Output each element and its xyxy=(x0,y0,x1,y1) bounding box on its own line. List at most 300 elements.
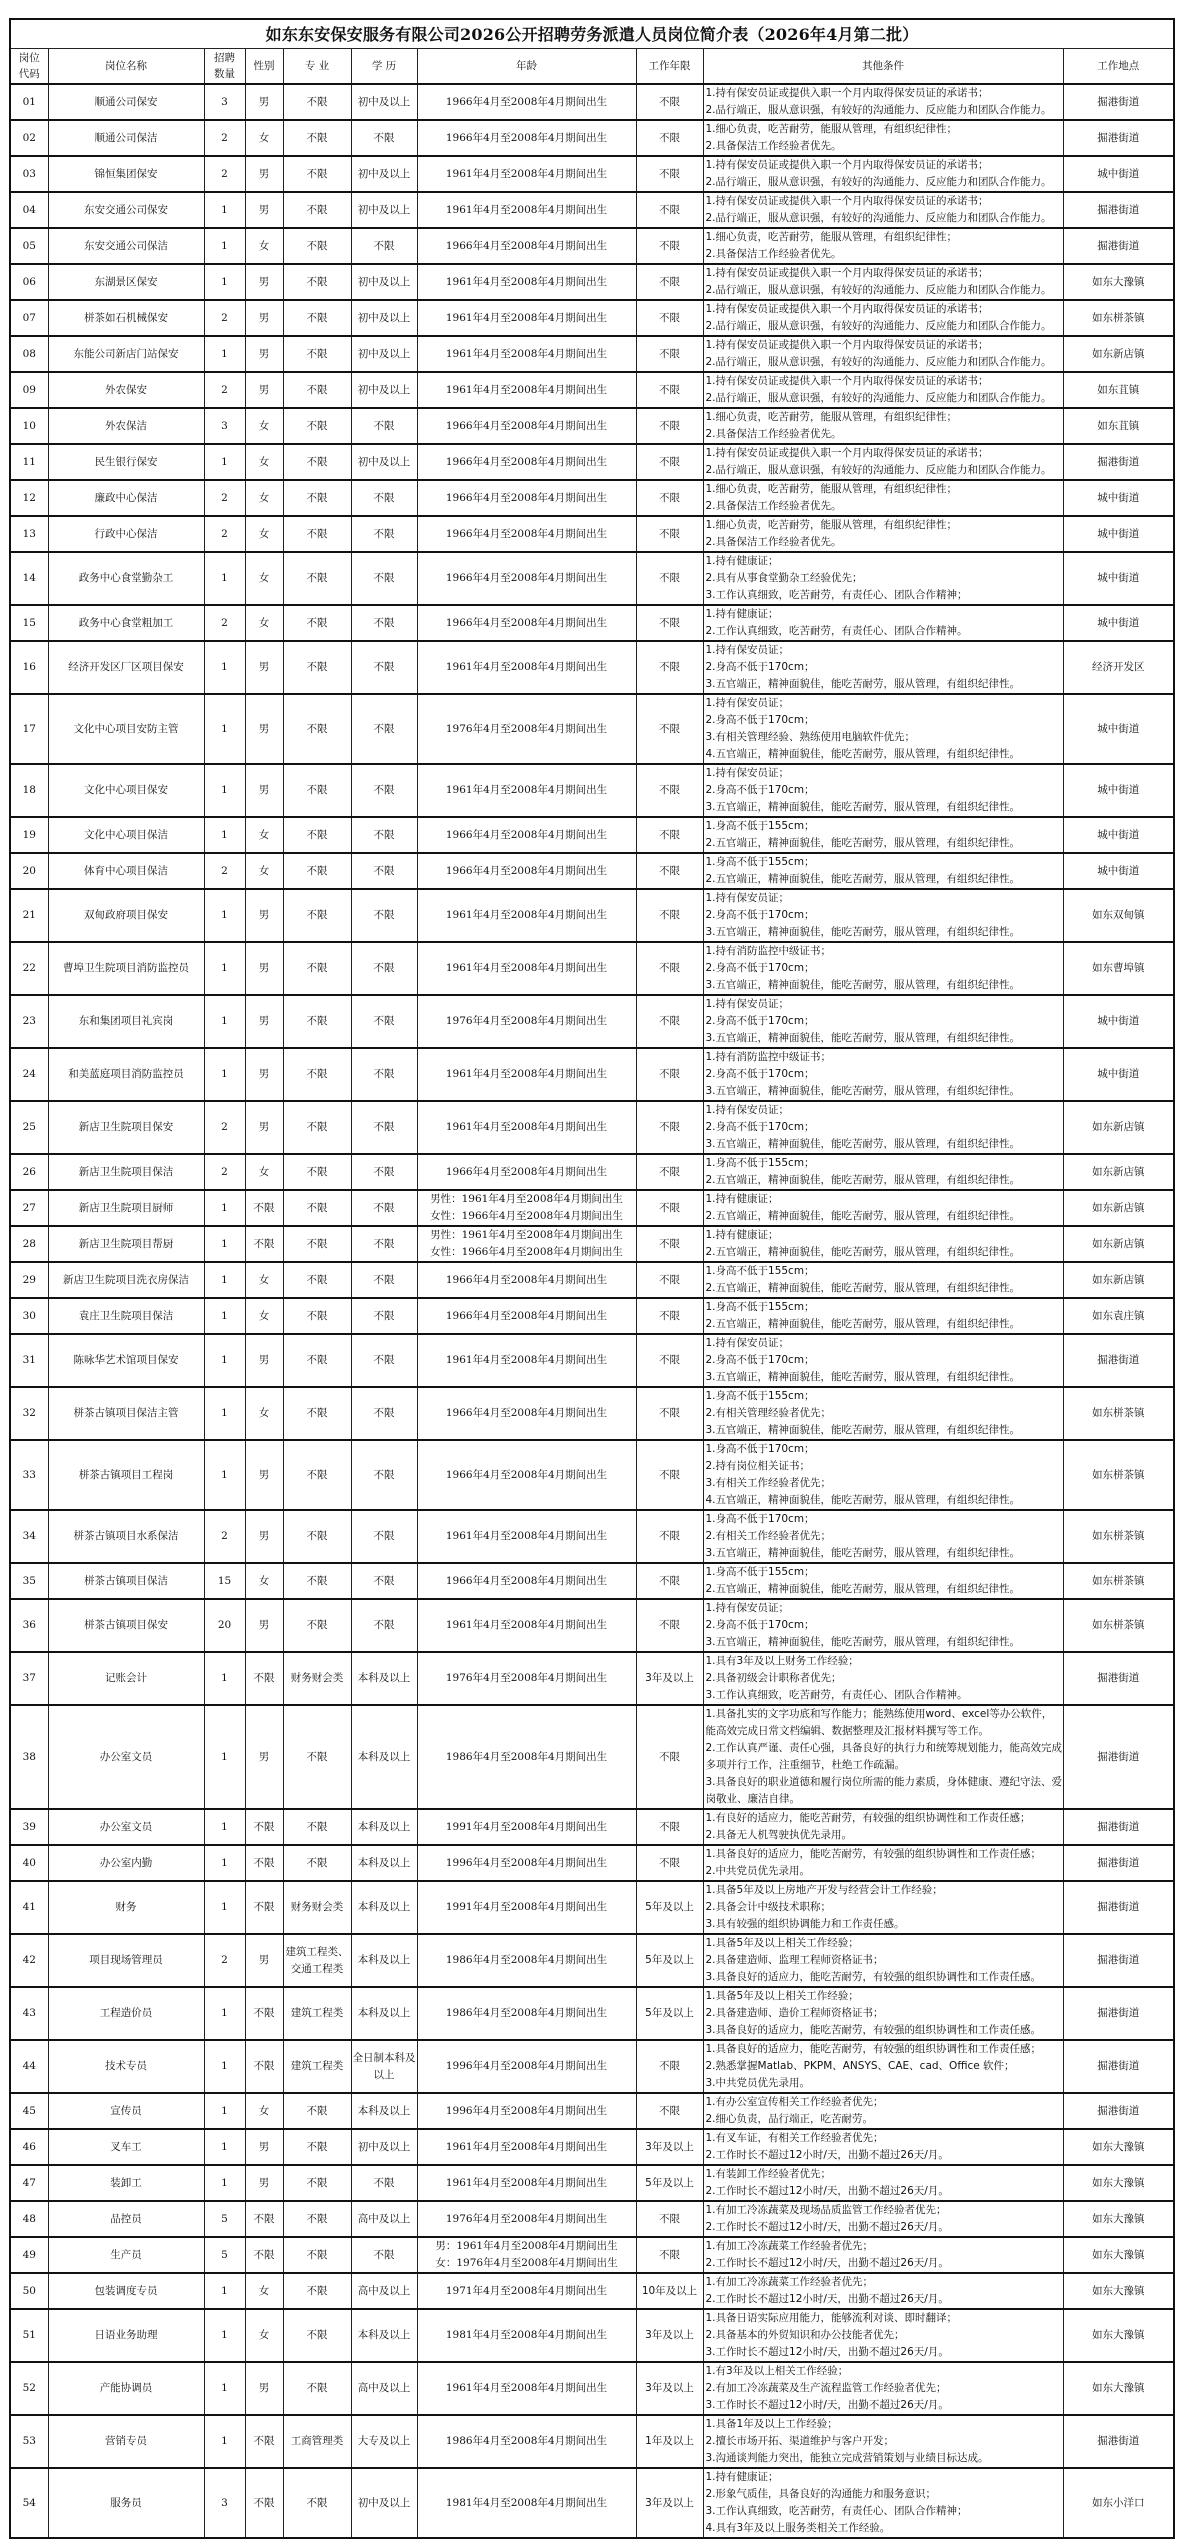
age-requirement-cell xyxy=(417,1262,636,1298)
position-name-cell: 文化中心项目安防主管 xyxy=(48,694,204,764)
age-requirement-line: 1986年4月至2008年4月期间出生 xyxy=(445,2435,608,2447)
other-conditions-line: 4.五官端正，精神面貌佳，能吃苦耐劳，服从管理，有组织纪律性。 xyxy=(705,748,1021,760)
position-code-cell: 03 xyxy=(10,156,48,192)
other-conditions-line: 2.具备建造师、监理工程师资格证书； xyxy=(705,1954,884,1966)
position-code-cell: 06 xyxy=(10,264,48,300)
table-row xyxy=(10,264,1174,300)
age-requirement-cell xyxy=(417,444,636,480)
other-conditions-line: 1.有加工冷冻蔬菜工作经验者优先； xyxy=(705,2240,874,2252)
work-years-cell: 不限 xyxy=(636,1440,703,1510)
position-name-cell: 外农保洁 xyxy=(48,408,204,444)
other-conditions-cell xyxy=(703,995,1063,1048)
other-conditions-line: 2.具备基本的外贸知识和办公技能者优先； xyxy=(705,2329,905,2341)
gender-cell: 不限 xyxy=(245,2201,283,2237)
age-requirement-cell xyxy=(417,2201,636,2237)
table-row xyxy=(10,228,1174,264)
age-requirement-cell xyxy=(417,2165,636,2201)
recruit-count-cell: 2 xyxy=(204,605,245,641)
recruit-count-cell: 1 xyxy=(204,2415,245,2468)
header-count-line: 数量 xyxy=(214,68,235,80)
recruit-count-cell: 1 xyxy=(204,2362,245,2415)
other-conditions-cell xyxy=(703,817,1063,853)
gender-cell: 男 xyxy=(245,2129,283,2165)
position-name-cell: 栟茶古镇项目水系保洁 xyxy=(48,1510,204,1563)
work-location-cell: 如东新店镇 xyxy=(1063,1190,1174,1226)
work-years-cell: 不限 xyxy=(636,641,703,694)
age-requirement-line: 1966年4月至2008年4月期间出生 xyxy=(445,131,608,144)
other-conditions-cell xyxy=(703,1809,1063,1845)
table-row xyxy=(10,995,1174,1048)
major-cell: 不限 xyxy=(283,889,351,942)
position-name-cell: 技术专员 xyxy=(48,2040,204,2093)
position-name-cell: 文化中心项目保洁 xyxy=(48,817,204,853)
work-location-cell: 掘港街道 xyxy=(1063,1809,1174,1845)
gender-cell: 女 xyxy=(245,2093,283,2129)
gender-cell: 女 xyxy=(245,1154,283,1190)
position-name-cell: 锦恒集团保安 xyxy=(48,156,204,192)
table-row xyxy=(10,1845,1174,1881)
other-conditions-line: 2.具备保洁工作经验者优先。 xyxy=(705,140,842,152)
education-cell: 大专及以上 xyxy=(351,2415,417,2468)
age-requirement-cell xyxy=(417,2093,636,2129)
other-conditions-line: 3.工作认真细致，吃苦耐劳，有责任心、团队合作精神； xyxy=(705,589,968,601)
other-conditions-line: 3.沟通谈判能力突出，能独立完成营销策划与业绩目标达成。 xyxy=(705,2452,989,2464)
major-cell: 不限 xyxy=(283,228,351,264)
major-cell: 建筑工程类 xyxy=(283,1987,351,2040)
other-conditions-cell xyxy=(703,1298,1063,1334)
age-requirement-cell xyxy=(417,2273,636,2309)
table-row xyxy=(10,336,1174,372)
education-cell: 本科及以上 xyxy=(351,1652,417,1705)
age-requirement-cell xyxy=(417,480,636,516)
age-requirement-line: 1976年4月至2008年4月期间出生 xyxy=(445,1015,608,1027)
age-requirement-line: 1961年4月至2008年4月期间出生 xyxy=(445,1068,608,1080)
other-conditions-line: 3.具有较强的组织协调能力和工作责任感。 xyxy=(705,1918,905,1930)
header-education: 学 历 xyxy=(351,49,417,85)
other-conditions-line: 1.持有保安员证； xyxy=(705,1104,790,1116)
major-cell: 不限 xyxy=(283,641,351,694)
education-cell: 不限 xyxy=(351,942,417,995)
other-conditions-cell xyxy=(703,1387,1063,1440)
age-requirement-line: 1961年4月至2008年4月期间出生 xyxy=(445,962,608,974)
position-code-cell: 09 xyxy=(10,372,48,408)
age-requirement-line: 男性：1961年4月至2008年4月期间出生 xyxy=(430,1229,623,1241)
position-name-cell: 栟茶古镇项目保洁 xyxy=(48,1563,204,1599)
position-code-cell: 51 xyxy=(10,2309,48,2362)
other-conditions-cell xyxy=(703,1845,1063,1881)
work-years-cell: 不限 xyxy=(636,336,703,372)
other-conditions-line: 1.持有保安员证或提供入职一个月内取得保安员证的承诺书； xyxy=(705,375,989,387)
other-conditions-cell xyxy=(703,1652,1063,1705)
position-name-cell: 品控员 xyxy=(48,2201,204,2237)
major-cell: 不限 xyxy=(283,942,351,995)
work-location-cell: 如东新店镇 xyxy=(1063,336,1174,372)
gender-cell: 不限 xyxy=(245,1845,283,1881)
other-conditions-line: 1.具备5年及以上相关工作经验； xyxy=(705,1990,859,2002)
gender-cell: 女 xyxy=(245,120,283,156)
work-years-cell: 不限 xyxy=(636,408,703,444)
education-cell: 高中及以上 xyxy=(351,2201,417,2237)
age-requirement-cell xyxy=(417,1987,636,2040)
work-location-cell: 如东栟茶镇 xyxy=(1063,300,1174,336)
work-location-cell: 城中街道 xyxy=(1063,516,1174,552)
position-name-cell: 营销专员 xyxy=(48,2415,204,2468)
position-code-cell: 12 xyxy=(10,480,48,516)
major-cell: 不限 xyxy=(283,1510,351,1563)
age-requirement-line: 1966年4月至2008年4月期间出生 xyxy=(445,572,608,584)
other-conditions-line: 2.品行端正，服从意识强，有较好的沟通能力、反应能力和团队合作能力。 xyxy=(705,104,1052,116)
position-name-cell: 双甸政府项目保安 xyxy=(48,889,204,942)
other-conditions-line: 1.身高不低于155cm； xyxy=(705,1157,815,1169)
position-name-cell: 办公室内勤 xyxy=(48,1845,204,1881)
position-code-cell: 02 xyxy=(10,120,48,156)
major-cell: 不限 xyxy=(283,1262,351,1298)
position-name-cell: 包装调度专员 xyxy=(48,2273,204,2309)
other-conditions-cell xyxy=(703,408,1063,444)
major-cell: 不限 xyxy=(283,120,351,156)
position-name-cell: 东和集团项目礼宾岗 xyxy=(48,995,204,1048)
other-conditions-line: 2.细心负责，品行端正，吃苦耐劳。 xyxy=(705,2113,874,2125)
age-requirement-line: 1966年4月至2008年4月期间出生 xyxy=(445,1468,608,1481)
other-conditions-cell xyxy=(703,2093,1063,2129)
other-conditions-cell xyxy=(703,2362,1063,2415)
age-requirement-line: 1966年4月至2008年4月期间出生 xyxy=(445,1309,608,1322)
age-requirement-cell xyxy=(417,1510,636,1563)
work-years-cell: 5年及以上 xyxy=(636,1934,703,1987)
table-title: 如东东安保安服务有限公司2026公开招聘劳务派遣人员岗位简介表（2026年4月第二批） xyxy=(10,19,1174,49)
education-cell: 不限 xyxy=(351,853,417,889)
work-years-cell: 不限 xyxy=(636,1048,703,1101)
age-requirement-cell xyxy=(417,1881,636,1934)
recruit-count-cell: 1 xyxy=(204,1334,245,1387)
other-conditions-line: 1.细心负责，吃苦耐劳，能服从管理，有组织纪律性； xyxy=(705,411,958,423)
header-location: 工作地点 xyxy=(1063,49,1174,85)
age-requirement-line: 1961年4月至2008年4月期间出生 xyxy=(445,383,608,396)
other-conditions-cell xyxy=(703,2237,1063,2273)
work-years-cell: 不限 xyxy=(636,1599,703,1652)
gender-cell: 女 xyxy=(245,2273,283,2309)
header-name: 岗位名称 xyxy=(48,49,204,85)
work-years-cell: 不限 xyxy=(636,995,703,1048)
recruit-count-cell: 1 xyxy=(204,2309,245,2362)
major-cell: 不限 xyxy=(283,1334,351,1387)
other-conditions-cell xyxy=(703,2468,1063,2538)
gender-cell: 男 xyxy=(245,2362,283,2415)
age-requirement-line: 1961年4月至2008年4月期间出生 xyxy=(445,909,608,921)
work-location-cell: 如东袁庄镇 xyxy=(1063,1298,1174,1334)
age-requirement-line: 1966年4月至2008年4月期间出生 xyxy=(445,239,608,252)
other-conditions-line: 3.有相关管理经验、熟练使用电脑软件优先； xyxy=(705,731,916,743)
age-requirement-line: 1966年4月至2008年4月期间出生 xyxy=(445,1273,608,1286)
gender-cell: 女 xyxy=(245,1387,283,1440)
position-name-cell: 装卸工 xyxy=(48,2165,204,2201)
age-requirement-line: 1996年4月至2008年4月期间出生 xyxy=(445,1856,608,1869)
position-code-cell: 08 xyxy=(10,336,48,372)
gender-cell: 男 xyxy=(245,942,283,995)
job-table-container xyxy=(9,18,1173,2539)
other-conditions-cell xyxy=(703,1262,1063,1298)
table-row xyxy=(10,2040,1174,2093)
other-conditions-line: 2.形象气质佳，具备良好的沟通能力和服务意识； xyxy=(705,2488,937,2500)
other-conditions-line: 2.具备初级会计职称者优先； xyxy=(705,1672,842,1684)
other-conditions-line: 2.身高不低于170cm； xyxy=(705,1619,815,1631)
education-cell: 不限 xyxy=(351,605,417,641)
work-years-cell: 5年及以上 xyxy=(636,1987,703,2040)
age-requirement-cell xyxy=(417,1387,636,1440)
other-conditions-cell xyxy=(703,228,1063,264)
other-conditions-line: 2.品行端正，服从意识强，有较好的沟通能力、反应能力和团队合作能力。 xyxy=(705,320,1052,332)
education-cell: 不限 xyxy=(351,1334,417,1387)
age-requirement-line: 1961年4月至2008年4月期间出生 xyxy=(445,2176,608,2189)
age-requirement-cell xyxy=(417,1101,636,1154)
education-cell: 初中及以上 xyxy=(351,192,417,228)
age-requirement-cell xyxy=(417,120,636,156)
work-location-cell: 如东栟茶镇 xyxy=(1063,1599,1174,1652)
table-row xyxy=(10,192,1174,228)
position-code-cell: 13 xyxy=(10,516,48,552)
other-conditions-cell xyxy=(703,444,1063,480)
other-conditions-line: 3.五官端正，精神面貌佳，能吃苦耐劳，服从管理，有组织纪律性。 xyxy=(705,678,1021,690)
other-conditions-cell xyxy=(703,605,1063,641)
other-conditions-cell xyxy=(703,1226,1063,1262)
other-conditions-line: 3.五官端正，精神面貌佳，能吃苦耐劳，服从管理，有组织纪律性。 xyxy=(705,926,1021,938)
position-code-cell: 26 xyxy=(10,1154,48,1190)
recruit-count-cell: 1 xyxy=(204,1298,245,1334)
work-location-cell: 如东新店镇 xyxy=(1063,1101,1174,1154)
position-name-cell: 财务 xyxy=(48,1881,204,1934)
other-conditions-line: 3.具备良好的适应力，能吃苦耐劳，有较强的组织协调性和工作责任感。 xyxy=(705,1971,1042,1983)
other-conditions-line: 1.持有保安员证或提供入职一个月内取得保安员证的承诺书； xyxy=(705,447,989,459)
major-cell: 不限 xyxy=(283,1563,351,1599)
work-location-cell: 城中街道 xyxy=(1063,694,1174,764)
education-cell: 初中及以上 xyxy=(351,372,417,408)
age-requirement-cell xyxy=(417,552,636,605)
work-location-cell: 如东大豫镇 xyxy=(1063,2309,1174,2362)
recruit-count-cell: 3 xyxy=(204,2468,245,2538)
other-conditions-cell xyxy=(703,120,1063,156)
other-conditions-cell xyxy=(703,1334,1063,1387)
major-cell: 不限 xyxy=(283,516,351,552)
other-conditions-line: 2.擅长市场开拓、渠道维护与客户开发； xyxy=(705,2435,895,2447)
age-requirement-line: 1961年4月至2008年4月期间出生 xyxy=(445,203,608,216)
table-row xyxy=(10,2201,1174,2237)
table-row xyxy=(10,764,1174,817)
other-conditions-cell xyxy=(703,264,1063,300)
education-cell: 不限 xyxy=(351,1387,417,1440)
other-conditions-line: 1.具备5年及以上房地产开发与经营会计工作经验； xyxy=(705,1884,943,1896)
other-conditions-line: 2.工作时长不超过12小时/天，出勤不超过26天/月。 xyxy=(705,2257,949,2269)
position-code-cell: 54 xyxy=(10,2468,48,2538)
work-location-cell: 掘港街道 xyxy=(1063,120,1174,156)
position-name-cell: 宣传员 xyxy=(48,2093,204,2129)
work-years-cell: 不限 xyxy=(636,1705,703,1809)
work-location-cell: 如东大豫镇 xyxy=(1063,2362,1174,2415)
other-conditions-cell xyxy=(703,300,1063,336)
position-name-cell: 项目现场管理员 xyxy=(48,1934,204,1987)
table-row xyxy=(10,1881,1174,1934)
other-conditions-line: 4.具有3年及以上服务类相关工作经验。 xyxy=(705,2522,891,2534)
other-conditions-line: 1.持有健康证； xyxy=(705,1229,779,1241)
education-cell: 不限 xyxy=(351,995,417,1048)
other-conditions-line: 2.品行端正，服从意识强，有较好的沟通能力、反应能力和团队合作能力。 xyxy=(705,284,1052,296)
other-conditions-line: 3.五官端正，精神面貌佳，能吃苦耐劳，服从管理，有组织纪律性。 xyxy=(705,1424,1021,1436)
education-cell: 不限 xyxy=(351,408,417,444)
other-conditions-line: 1.具备1年及以上工作经验； xyxy=(705,2418,838,2430)
gender-cell: 不限 xyxy=(245,1809,283,1845)
education-cell: 不限 xyxy=(351,694,417,764)
work-location-cell: 如东栟茶镇 xyxy=(1063,1440,1174,1510)
position-name-cell: 新店卫生院项目洗衣房保洁 xyxy=(48,1262,204,1298)
other-conditions-line: 1.身高不低于170cm； xyxy=(705,1513,815,1525)
work-years-cell: 不限 xyxy=(636,694,703,764)
work-location-cell: 如东曹埠镇 xyxy=(1063,942,1174,995)
table-row xyxy=(10,1440,1174,1510)
recruit-count-cell: 3 xyxy=(204,408,245,444)
other-conditions-line: 1.身高不低于155cm； xyxy=(705,1265,815,1277)
gender-cell: 男 xyxy=(245,156,283,192)
work-years-cell: 不限 xyxy=(636,942,703,995)
table-row xyxy=(10,2415,1174,2468)
work-years-cell: 不限 xyxy=(636,1262,703,1298)
work-years-cell: 不限 xyxy=(636,1298,703,1334)
major-cell: 不限 xyxy=(283,1599,351,1652)
other-conditions-line: 3.工作认真细致，吃苦耐劳，有责任心、团队合作精神。 xyxy=(705,1689,968,1701)
gender-cell: 女 xyxy=(245,1298,283,1334)
other-conditions-cell xyxy=(703,1705,1063,1809)
work-location-cell: 如东大豫镇 xyxy=(1063,264,1174,300)
table-row xyxy=(10,853,1174,889)
header-code xyxy=(10,49,48,85)
table-row xyxy=(10,480,1174,516)
gender-cell: 不限 xyxy=(245,1881,283,1934)
age-requirement-line: 1966年4月至2008年4月期间出生 xyxy=(445,1407,608,1419)
header-gender: 性别 xyxy=(245,49,283,85)
position-code-cell: 10 xyxy=(10,408,48,444)
work-years-cell: 不限 xyxy=(636,84,703,120)
major-cell: 不限 xyxy=(283,264,351,300)
other-conditions-line: 3.有相关工作经验者优先； xyxy=(705,1477,832,1489)
age-requirement-line: 1961年4月至2008年4月期间出生 xyxy=(445,1619,608,1631)
age-requirement-line: 1961年4月至2008年4月期间出生 xyxy=(445,661,608,673)
age-requirement-cell xyxy=(417,372,636,408)
other-conditions-line: 2.中共党员优先录用。 xyxy=(705,1865,811,1877)
age-requirement-line: 女性：1966年4月至2008年4月期间出生 xyxy=(430,1210,623,1222)
work-location-cell: 掘港街道 xyxy=(1063,1652,1174,1705)
age-requirement-line: 1991年4月至2008年4月期间出生 xyxy=(445,1901,608,1913)
recruit-count-cell: 1 xyxy=(204,2093,245,2129)
position-name-cell: 行政中心保洁 xyxy=(48,516,204,552)
major-cell: 不限 xyxy=(283,300,351,336)
recruit-count-cell: 1 xyxy=(204,2165,245,2201)
work-years-cell: 不限 xyxy=(636,1334,703,1387)
other-conditions-line: 3.五官端正，精神面貌佳，能吃苦耐劳，服从管理，有组织纪律性。 xyxy=(705,1085,1021,1097)
work-location-cell: 如东大豫镇 xyxy=(1063,2165,1174,2201)
education-cell: 不限 xyxy=(351,2165,417,2201)
gender-cell: 女 xyxy=(245,605,283,641)
position-code-cell: 52 xyxy=(10,2362,48,2415)
work-years-cell: 不限 xyxy=(636,853,703,889)
position-name-cell: 新店卫生院项目保洁 xyxy=(48,1154,204,1190)
education-cell: 初中及以上 xyxy=(351,264,417,300)
age-requirement-line: 男性：1961年4月至2008年4月期间出生 xyxy=(430,1193,623,1205)
gender-cell: 不限 xyxy=(245,2415,283,2468)
work-location-cell: 掘港街道 xyxy=(1063,192,1174,228)
position-name-cell: 办公室文员 xyxy=(48,1705,204,1809)
position-code-cell: 53 xyxy=(10,2415,48,2468)
gender-cell: 男 xyxy=(245,264,283,300)
work-location-cell: 如东苴镇 xyxy=(1063,408,1174,444)
other-conditions-line: 2.品行端正，服从意识强，有较好的沟通能力、反应能力和团队合作能力。 xyxy=(705,176,1052,188)
major-cell: 不限 xyxy=(283,2129,351,2165)
recruit-count-cell: 5 xyxy=(204,2237,245,2273)
major-cell: 不限 xyxy=(283,552,351,605)
recruit-count-cell: 2 xyxy=(204,480,245,516)
gender-cell: 女 xyxy=(245,480,283,516)
work-location-cell: 掘港街道 xyxy=(1063,84,1174,120)
recruit-count-cell: 2 xyxy=(204,516,245,552)
position-code-cell: 21 xyxy=(10,889,48,942)
table-row xyxy=(10,2093,1174,2129)
major-cell: 不限 xyxy=(283,694,351,764)
work-location-cell: 如东栟茶镇 xyxy=(1063,1387,1174,1440)
work-location-cell: 如东栟茶镇 xyxy=(1063,1510,1174,1563)
other-conditions-line: 2.身高不低于170cm； xyxy=(705,962,815,974)
other-conditions-line: 3.五官端正，精神面貌佳，能吃苦耐劳，服从管理，有组织纪律性。 xyxy=(705,979,1021,991)
work-years-cell: 不限 xyxy=(636,764,703,817)
recruit-count-cell: 15 xyxy=(204,1563,245,1599)
age-requirement-cell xyxy=(417,336,636,372)
age-requirement-cell xyxy=(417,2040,636,2093)
work-years-cell: 不限 xyxy=(636,2237,703,2273)
age-requirement-line: 1961年4月至2008年4月期间出生 xyxy=(445,2140,608,2153)
other-conditions-line: 1.身高不低于170cm； xyxy=(705,1443,815,1455)
position-code-cell: 07 xyxy=(10,300,48,336)
other-conditions-line: 2.工作时长不超过12小时/天，出勤不超过26天/月。 xyxy=(705,2221,949,2233)
other-conditions-cell xyxy=(703,1563,1063,1599)
other-conditions-line: 3.中共党员优先录用。 xyxy=(705,2077,811,2089)
table-row xyxy=(10,2165,1174,2201)
recruit-count-cell: 1 xyxy=(204,228,245,264)
other-conditions-line: 2.五官端正，精神面貌佳，能吃苦耐劳，服从管理，有组织纪律性。 xyxy=(705,1246,1021,1258)
other-conditions-line: 2.身高不低于170cm； xyxy=(705,1354,815,1366)
other-conditions-line: 2.具备建造师、造价工程师资格证书； xyxy=(705,2007,884,2019)
work-location-cell: 城中街道 xyxy=(1063,1048,1174,1101)
education-cell: 不限 xyxy=(351,228,417,264)
work-location-cell: 如东大豫镇 xyxy=(1063,2129,1174,2165)
other-conditions-line: 2.工作时长不超过12小时/天，出勤不超过26天/月。 xyxy=(705,2149,949,2161)
other-conditions-cell xyxy=(703,764,1063,817)
work-location-cell: 城中街道 xyxy=(1063,156,1174,192)
other-conditions-cell xyxy=(703,2129,1063,2165)
position-name-cell: 民生银行保安 xyxy=(48,444,204,480)
gender-cell: 男 xyxy=(245,995,283,1048)
other-conditions-line: 1.身高不低于155cm； xyxy=(705,1566,815,1578)
other-conditions-line: 3.五官端正，精神面貌佳，能吃苦耐劳，服从管理，有组织纪律性。 xyxy=(705,1138,1021,1150)
other-conditions-line: 2.工作时长不超过12小时/天，出勤不超过26天/月。 xyxy=(705,2185,949,2197)
age-requirement-cell xyxy=(417,2468,636,2538)
recruit-count-cell: 1 xyxy=(204,192,245,228)
age-requirement-line: 1961年4月至2008年4月期间出生 xyxy=(445,347,608,360)
major-cell: 不限 xyxy=(283,84,351,120)
work-years-cell: 不限 xyxy=(636,889,703,942)
position-name-cell: 顺通公司保洁 xyxy=(48,120,204,156)
work-years-cell: 不限 xyxy=(636,480,703,516)
table-row xyxy=(10,1510,1174,1563)
other-conditions-cell xyxy=(703,1440,1063,1510)
position-name-cell: 东湖景区保安 xyxy=(48,264,204,300)
recruit-count-cell: 20 xyxy=(204,1599,245,1652)
age-requirement-line: 1996年4月至2008年4月期间出生 xyxy=(445,2104,608,2117)
